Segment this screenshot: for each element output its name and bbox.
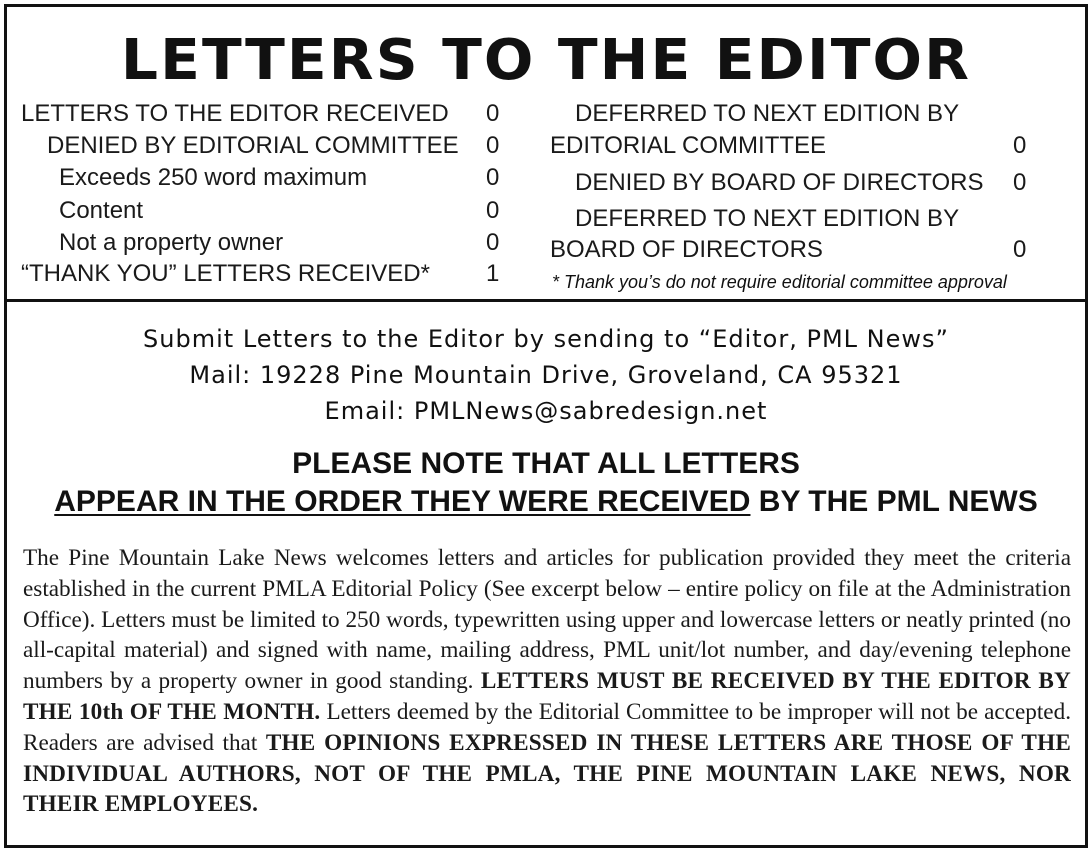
policy-paragraph xyxy=(23,543,1071,820)
stat-label-deferred-board-2: BOARD OF DIRECTORS xyxy=(550,236,823,263)
page-title: LETTERS TO THE EDITOR xyxy=(120,28,972,93)
policy-text-2: Letters deemed by the Editorial Committee to be improper will not be accepted. Readers are advised that xyxy=(23,698,1071,756)
stat-label-deferred-board-1: DEFERRED TO NEXT EDITION BY xyxy=(575,205,960,232)
policy-deadline: LETTERS MUST BE RECEIVED BY THE EDITOR BY THE 10th OF THE MONTH. xyxy=(23,668,1071,725)
footnote: * Thank you’s do not require editorial committee approval xyxy=(552,272,1007,292)
mail-address: Mail: 19228 Pine Mountain Drive, Groveland, CA 95321 xyxy=(189,361,903,389)
stat-value-denied-board: 0 xyxy=(1013,169,1027,196)
notice-underlined: APPEAR IN THE ORDER THEY WERE RECEIVED xyxy=(54,485,751,518)
stat-value-deferred-editorial: 0 xyxy=(1013,132,1027,159)
stat-label-denied-editorial: DENIED BY EDITORIAL COMMITTEE xyxy=(47,132,459,159)
stat-label-received: LETTERS TO THE EDITOR RECEIVED xyxy=(21,100,449,127)
policy-disclaimer: THE OPINIONS EXPRESSED IN THESE LETTERS ARE THOSE OF THE INDIVIDUAL AUTHORS, NOT OF THE PMLA, THE PINE MOUNTAIN LAKE NEWS, NOR THEIR EMPLOYEES. xyxy=(23,729,1071,818)
stat-label-denied-board: DENIED BY BOARD OF DIRECTORS xyxy=(575,169,984,196)
stat-value-thank-you: 1 xyxy=(486,260,500,287)
stat-label-deferred-editorial-2: EDITORIAL COMMITTEE xyxy=(550,132,827,159)
stat-value-denied-editorial: 0 xyxy=(486,132,500,159)
notice-rest: BY THE PML NEWS xyxy=(750,485,1038,518)
notice-line-1: PLEASE NOTE THAT ALL LETTERS xyxy=(292,447,800,480)
stat-label-content: Content xyxy=(59,197,144,224)
email-address: Email: PMLNews@sabredesign.net xyxy=(324,397,768,425)
notice-line-2 xyxy=(7,483,1085,521)
stat-value-deferred-board: 0 xyxy=(1013,236,1027,263)
policy-text-1: The Pine Mountain Lake News welcomes letters and articles for publication provided they meet the criteria established in the current PMLA Editorial Policy (See excerpt below – entire policy on file at the Administration Office). Letters must be limited to 250 words, typewritten using upper and lowercase letters or neatly printed (no all-capital material) and signed with name, mailing address, PML unit/lot number, and day/evening telephone numbers by a property owner in good standing. xyxy=(23,545,1071,695)
stat-label-thank-you: “THANK YOU” LETTERS RECEIVED* xyxy=(21,260,430,287)
stat-value-exceeds-words: 0 xyxy=(486,164,500,191)
stat-value-content: 0 xyxy=(486,197,500,224)
stat-value-received: 0 xyxy=(486,100,500,127)
stat-label-not-owner: Not a property owner xyxy=(59,229,284,256)
stat-label-exceeds-words: Exceeds 250 word maximum xyxy=(59,164,368,191)
stat-label-deferred-editorial-1: DEFERRED TO NEXT EDITION BY xyxy=(575,100,960,127)
submit-line: Submit Letters to the Editor by sending to “Editor, PML News” xyxy=(143,325,949,353)
section-divider xyxy=(7,299,1085,302)
letters-box xyxy=(4,4,1088,848)
stat-value-not-owner: 0 xyxy=(486,229,500,256)
